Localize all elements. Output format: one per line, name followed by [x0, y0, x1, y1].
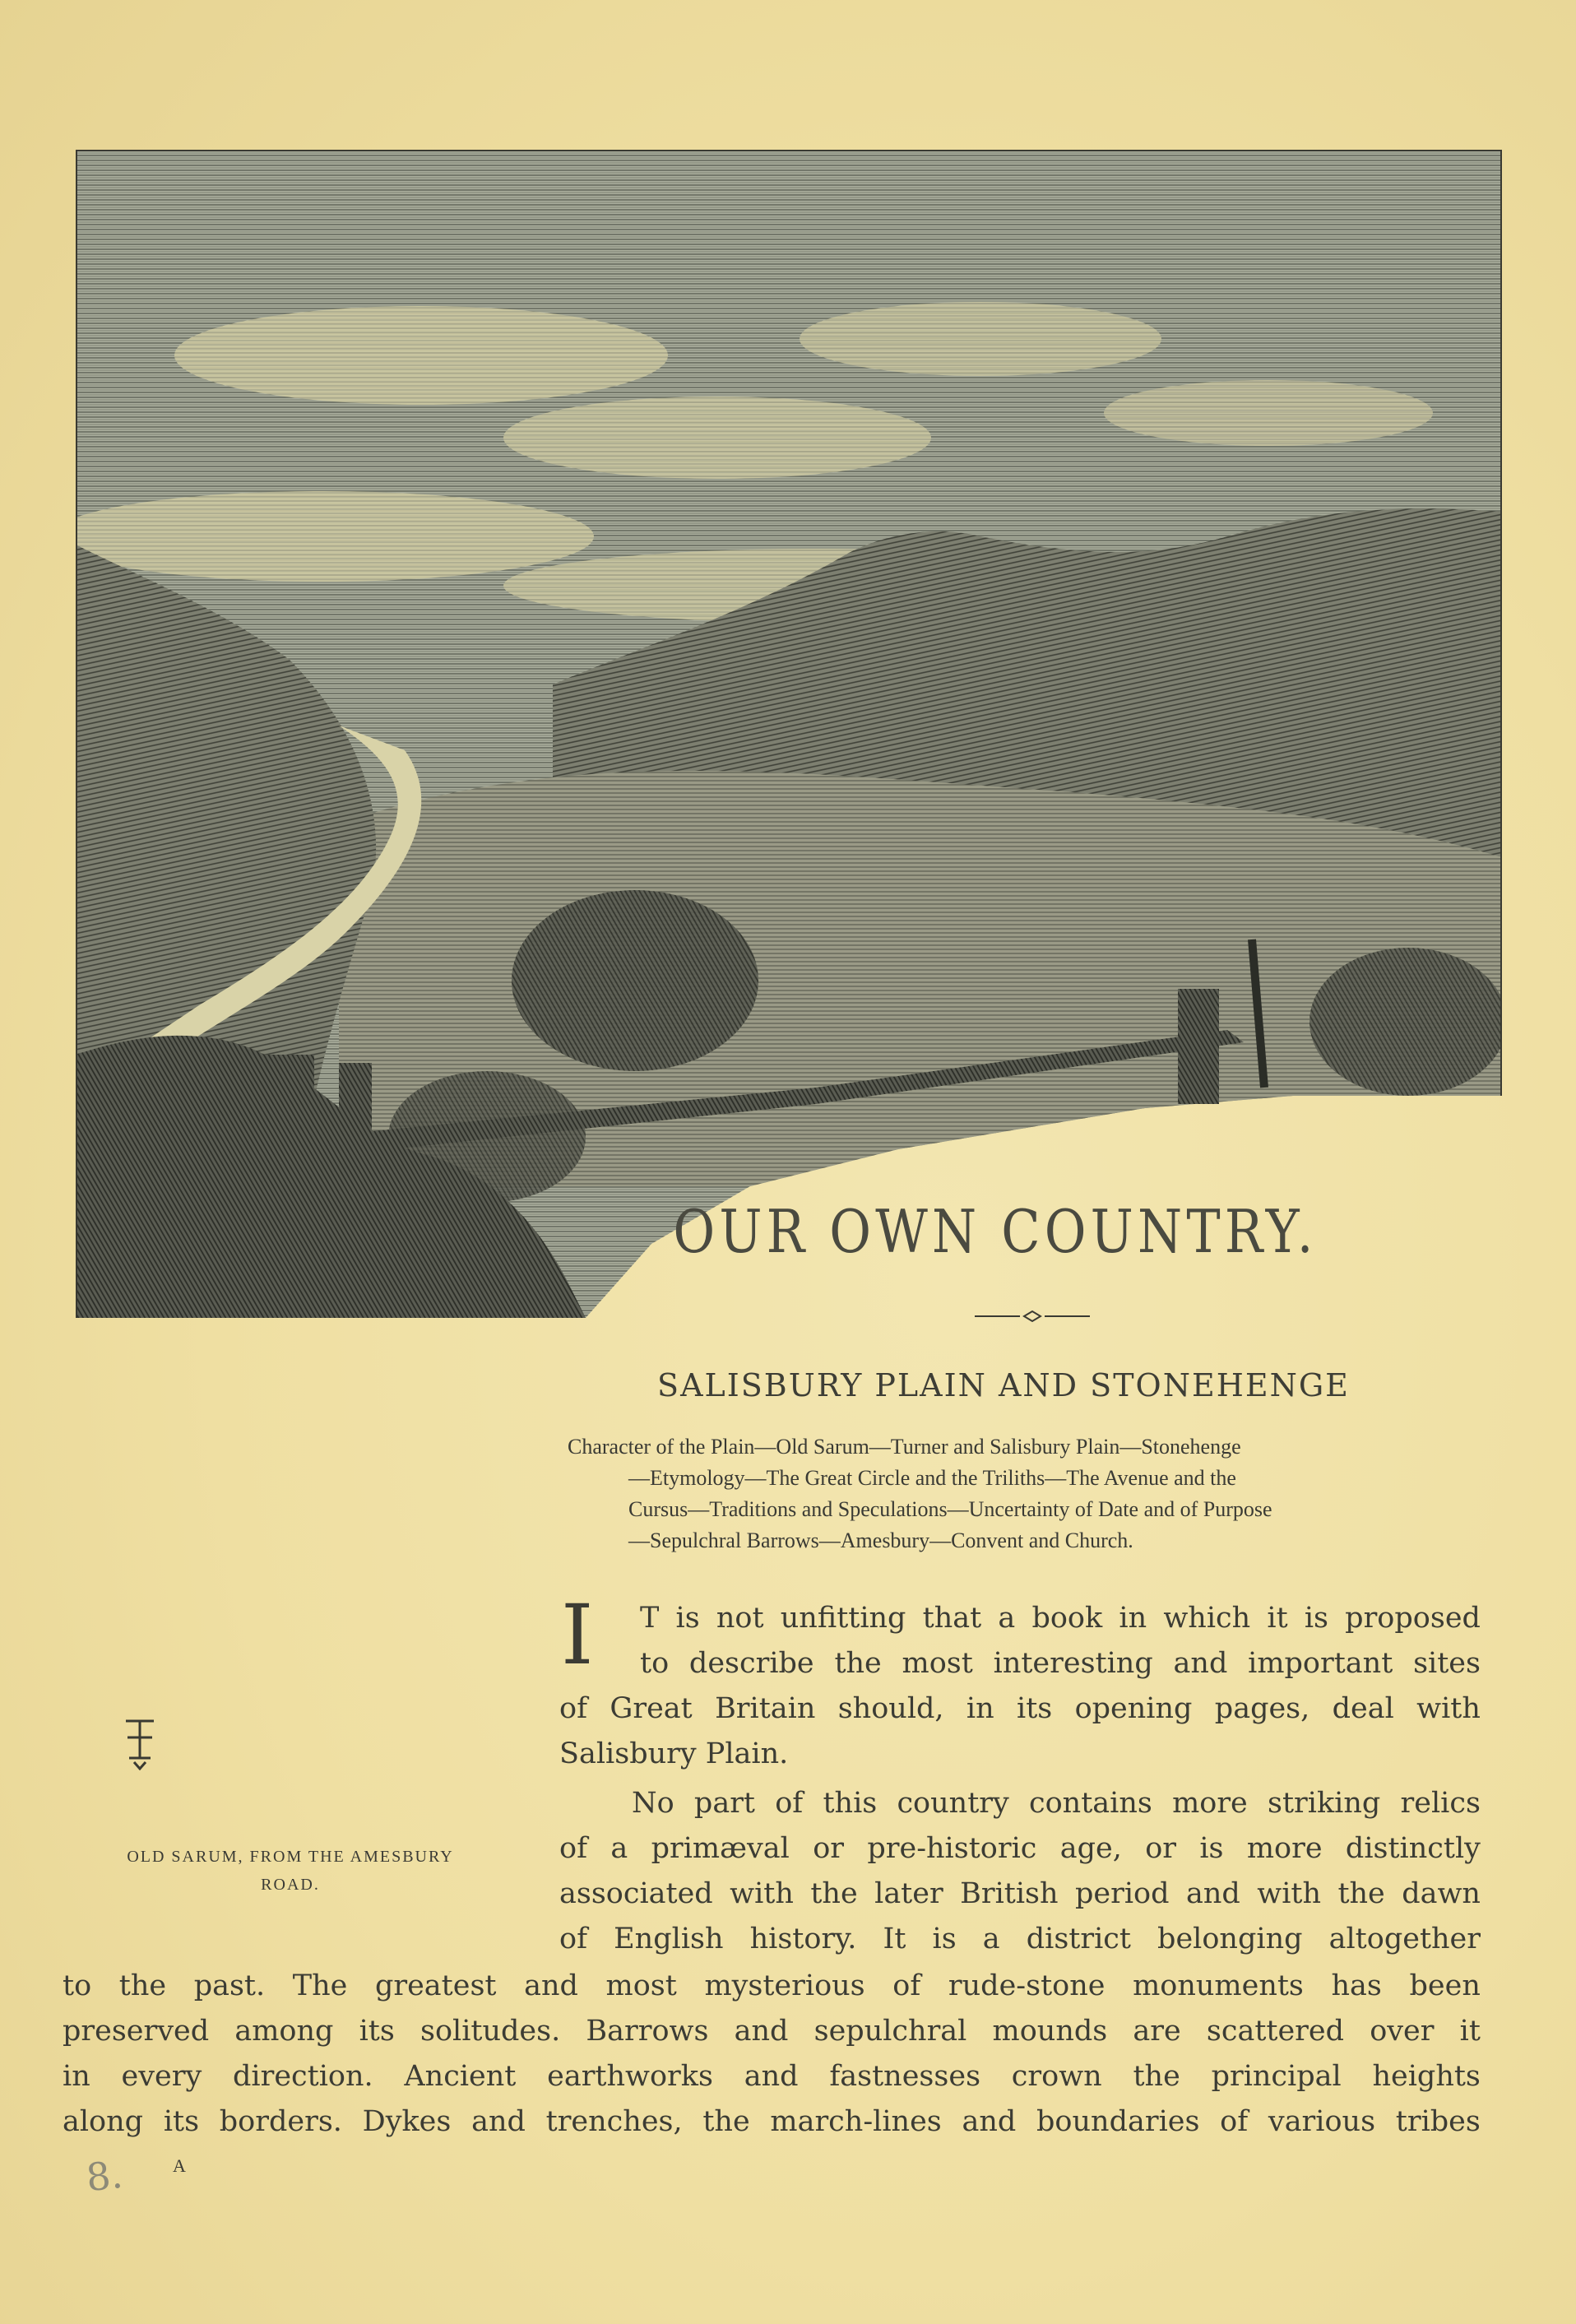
word: the	[1133, 2060, 1180, 2093]
word: direction.	[232, 2060, 373, 2093]
word: sepulchral	[813, 2015, 967, 2048]
word: is	[1199, 1832, 1224, 1865]
word: and	[471, 2105, 526, 2138]
engraving-old-sarum	[76, 150, 1502, 1318]
word: striking	[1268, 1787, 1381, 1820]
word: No	[632, 1787, 674, 1820]
summary-line: —Etymology—The Great Circle and the Triliths—The Avenue and the	[628, 1466, 1236, 1490]
caption-line-1: OLD SARUM, FROM THE AMESBURY	[127, 1848, 454, 1866]
word: its	[1017, 1692, 1053, 1725]
word: Barrows	[586, 2015, 709, 2048]
word: along	[63, 2105, 144, 2138]
word: Great	[610, 1692, 693, 1725]
word: every	[121, 2060, 202, 2093]
word: greatest	[374, 1969, 497, 2002]
word: march-lines	[770, 2105, 942, 2138]
word: past.	[193, 1969, 266, 2002]
word: in	[1119, 1602, 1147, 1635]
summary-line: Cursus—Traditions and Speculations—Uncertainty of Date and of Purpose	[628, 1497, 1272, 1521]
word: belonging	[1157, 1923, 1303, 1955]
word: associated	[559, 1877, 713, 1910]
word: over	[1370, 2015, 1435, 2048]
word: primæval	[651, 1832, 790, 1865]
word: the	[834, 1647, 882, 1680]
word: borders.	[219, 2105, 342, 2138]
word: a	[610, 1832, 628, 1865]
word: and	[1185, 1877, 1240, 1910]
word: Dykes	[362, 2105, 452, 2138]
word: part	[693, 1787, 755, 1820]
word: district	[1026, 1923, 1131, 1955]
word: opening	[1074, 1692, 1193, 1725]
summary-line: —Sepulchral Barrows—Amesbury—Convent and Church.	[628, 1528, 1133, 1552]
body-line	[632, 1781, 1481, 1825]
body-line	[559, 1872, 1481, 1916]
word: mounds	[992, 2015, 1108, 2048]
word: the	[118, 1969, 167, 2002]
word: altogether	[1328, 1923, 1481, 1955]
word: to	[640, 1647, 670, 1680]
word: trenches,	[545, 2105, 683, 2138]
body-line	[559, 1917, 1481, 1961]
word: its	[163, 2105, 200, 2138]
word: history.	[749, 1923, 857, 1955]
word: unfitting	[780, 1602, 906, 1635]
word: with	[1416, 1692, 1481, 1725]
word: British	[960, 1877, 1059, 1910]
word: are	[1133, 2015, 1181, 2048]
body-line: Salisbury Plain.	[559, 1737, 789, 1770]
word: most	[902, 1647, 973, 1680]
word: country	[897, 1787, 1009, 1820]
word: solitudes.	[419, 2015, 561, 2048]
word: of	[892, 1969, 921, 2002]
word: of	[559, 1692, 588, 1725]
word: relics	[1400, 1787, 1481, 1820]
word: mysterious	[704, 1969, 865, 2002]
word: Britain	[715, 1692, 816, 1725]
word: not	[716, 1602, 764, 1635]
word: of	[559, 1923, 588, 1955]
word: crown	[1011, 2060, 1102, 2093]
word: It	[883, 1923, 906, 1955]
word: Ancient	[404, 2060, 517, 2093]
word: most	[605, 1969, 677, 2002]
body-line	[640, 1641, 1481, 1686]
word: more	[1246, 1832, 1323, 1865]
word: various	[1268, 2105, 1376, 2138]
word: been	[1409, 1969, 1481, 2002]
body-line	[559, 1686, 1481, 1731]
word: the	[810, 1877, 858, 1910]
word: is	[932, 1923, 957, 1955]
signature-mark: A	[173, 2155, 186, 2176]
word: preserved	[63, 2015, 210, 2048]
word: sites	[1413, 1647, 1481, 1680]
illustration-caption	[72, 1843, 508, 1899]
word: and	[524, 1969, 578, 2002]
word: of	[559, 1832, 588, 1865]
body-line	[63, 2099, 1481, 2144]
word: pages,	[1214, 1692, 1310, 1725]
word: more	[1172, 1787, 1248, 1820]
word: of	[775, 1787, 804, 1820]
word: The	[292, 1969, 348, 2002]
engraver-monogram	[119, 1713, 160, 1770]
word: interesting	[993, 1647, 1153, 1680]
word: rude-stone	[948, 1969, 1106, 2002]
word: that	[922, 1602, 982, 1635]
word: later	[874, 1877, 943, 1910]
handwritten-page-mark: 8.	[84, 2151, 125, 2201]
word: a	[998, 1602, 1016, 1635]
word: of	[1220, 2105, 1249, 2138]
body-line	[63, 1964, 1481, 2008]
word: and	[1173, 1647, 1228, 1680]
word: in	[63, 2060, 90, 2093]
word: is	[675, 1602, 700, 1635]
word: deal	[1332, 1692, 1394, 1725]
word: and	[734, 2015, 789, 2048]
body-line	[559, 1826, 1481, 1871]
word: to	[63, 1969, 92, 2002]
ornament-divider	[975, 1308, 1090, 1324]
word: pre-historic	[867, 1832, 1037, 1865]
drop-cap: I	[561, 1587, 594, 1683]
word: describe	[688, 1647, 814, 1680]
word: is	[1304, 1602, 1328, 1635]
word: fastnesses	[829, 2060, 981, 2093]
book-title: OUR OWN COUNTRY.	[673, 1197, 1318, 1266]
summary-line: Character of the Plain—Old Sarum—Turner and Salisbury Plain—Stonehenge	[568, 1435, 1241, 1459]
word: which	[1163, 1602, 1251, 1635]
word: dawn	[1402, 1877, 1481, 1910]
word: the	[702, 2105, 750, 2138]
word: important	[1248, 1647, 1393, 1680]
word: it	[1459, 2015, 1481, 2048]
word: this	[823, 1787, 878, 1820]
word: with	[730, 1877, 794, 1910]
word: with	[1257, 1877, 1321, 1910]
word: has	[1331, 1969, 1382, 2002]
body-line	[63, 2009, 1481, 2053]
body-line	[63, 2054, 1481, 2099]
word: and	[744, 2060, 799, 2093]
word: should,	[837, 1692, 944, 1725]
word: a	[982, 1923, 1000, 1955]
chapter-title: SALISBURY PLAIN AND STONEHENGE	[657, 1367, 1350, 1403]
word: in	[966, 1692, 994, 1725]
word: book	[1031, 1602, 1103, 1635]
word: monuments	[1133, 1969, 1304, 2002]
word: it	[1267, 1602, 1288, 1635]
word: proposed	[1345, 1602, 1481, 1635]
word: or	[1145, 1832, 1177, 1865]
word: and	[962, 2105, 1017, 2138]
word: scattered	[1206, 2015, 1345, 2048]
word: its	[359, 2015, 395, 2048]
word: heights	[1372, 2060, 1481, 2093]
word: age,	[1059, 1832, 1122, 1865]
body-line	[640, 1596, 1481, 1640]
word: the	[1337, 1877, 1385, 1910]
word: period	[1075, 1877, 1170, 1910]
word: boundaries	[1036, 2105, 1200, 2138]
chapter-summary	[568, 1431, 1481, 1556]
word: or	[813, 1832, 844, 1865]
word: distinctly	[1345, 1832, 1481, 1865]
word: English	[614, 1923, 724, 1955]
word: contains	[1029, 1787, 1152, 1820]
word: tribes	[1395, 2105, 1481, 2138]
word: earthworks	[547, 2060, 713, 2093]
word: principal	[1211, 2060, 1342, 2093]
caption-line-2: ROAD.	[261, 1876, 320, 1894]
word: among	[234, 2015, 334, 2048]
word: T	[640, 1602, 660, 1635]
